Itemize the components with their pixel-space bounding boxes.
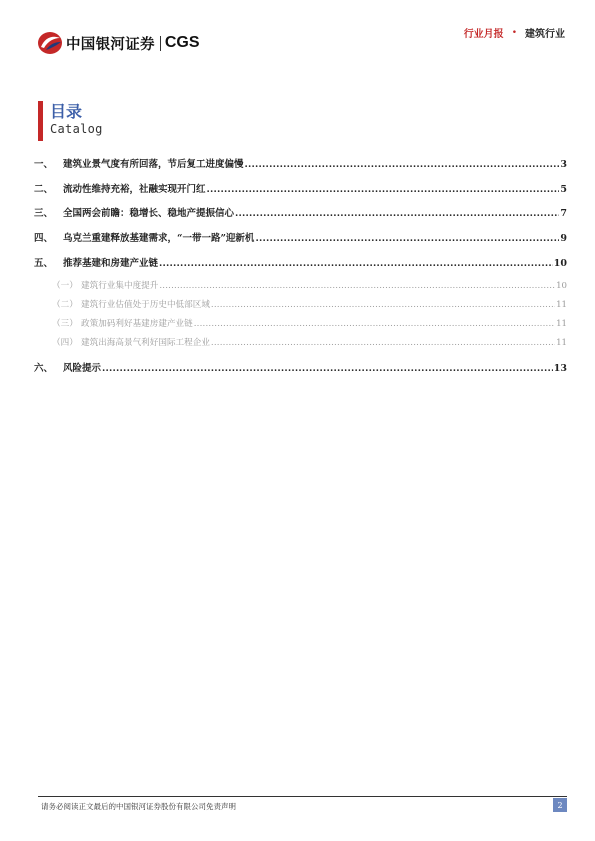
toc-leader-dots: [207, 184, 560, 195]
toc-entry-page: 9: [560, 233, 567, 244]
toc-subentry-title: 建筑出海高景气利好国际工程企业: [81, 338, 210, 348]
toc-entry-number: 五、: [34, 258, 54, 269]
toc-entry-page: 5: [560, 184, 567, 195]
toc-subentry-title: 政策加码利好基建房建产业链: [81, 319, 193, 329]
footer-disclaimer: 请务必阅读正文最后的中国银河证券股份有限公司免责声明: [41, 802, 236, 811]
toc-leader-dots: [211, 299, 555, 310]
toc-leader-dots: [245, 159, 560, 170]
toc-entry-title: 推荐基建和房建产业链: [63, 258, 159, 269]
toc-leader-dots: [102, 363, 553, 374]
industry-name: 建筑行业: [525, 29, 565, 40]
toc-subentry[interactable]: [34, 317, 567, 329]
toc-subentry-page: 11: [556, 338, 567, 348]
toc-subentry-title: 建筑行业估值处于历史中低部区域: [81, 300, 210, 310]
toc-entry-page: 13: [553, 363, 567, 374]
toc-entry-page: 10: [553, 258, 567, 269]
toc-leader-dots: [159, 258, 553, 269]
logo-separator: [160, 36, 161, 51]
toc-entry[interactable]: [34, 181, 567, 195]
toc-entry-title: 建筑业景气度有所回落，节后复工进度偏慢: [63, 159, 244, 170]
toc-entry-title: 流动性维持充裕，社融实现开门红: [63, 184, 206, 195]
company-logo: [37, 31, 199, 55]
toc-subentry-page: 10: [556, 281, 567, 291]
report-type: 行业月报: [463, 29, 504, 40]
toc-entry[interactable]: [34, 230, 567, 244]
toc-subtitle: Catalog: [50, 122, 103, 136]
toc-subentry-number: （二）: [52, 300, 78, 310]
toc-entry-number: 六、: [34, 363, 54, 374]
cgs-logo-icon: [37, 31, 63, 55]
toc-leader-dots: [255, 233, 559, 244]
header-separator: •: [511, 27, 517, 38]
toc-entry-title: 全国两会前瞻：稳增长、稳地产提振信心: [63, 208, 235, 219]
toc-title: 目录: [50, 102, 83, 121]
toc-subentry-title: 建筑行业集中度提升: [81, 281, 159, 291]
logo-english-name: CGS: [164, 34, 200, 51]
toc-subentry-page: 11: [556, 300, 567, 310]
toc-subentry-number: （四）: [52, 338, 78, 348]
toc-accent-bar: [38, 101, 43, 141]
toc-entry-number: 一、: [34, 159, 54, 170]
toc-subentry[interactable]: [34, 336, 567, 348]
toc-subentry-page: 11: [556, 319, 567, 329]
toc-entry-title: 乌克兰重建释放基建需求，“一带一路”迎新机: [63, 233, 255, 244]
toc-entry-number: 三、: [34, 208, 54, 219]
toc-leader-dots: [194, 318, 555, 329]
toc-entry[interactable]: [34, 255, 567, 269]
toc-subentry[interactable]: [34, 298, 567, 310]
toc-entry-page: 3: [560, 159, 567, 170]
toc-subentry[interactable]: [34, 279, 567, 291]
toc-subentry-number: （三）: [52, 319, 78, 329]
toc-entry[interactable]: [34, 156, 567, 170]
page-number: 2: [553, 798, 567, 812]
logo-chinese-name: 中国银河证券: [66, 36, 155, 53]
report-header-info: [464, 25, 565, 40]
toc-entry-page: 7: [560, 208, 567, 219]
toc-entry-title: 风险提示: [63, 363, 102, 374]
toc-leader-dots: [211, 337, 555, 348]
toc-subentry-number: （一）: [52, 281, 78, 291]
toc-entry-number: 四、: [34, 233, 54, 244]
toc-leader-dots: [159, 280, 555, 291]
toc-leader-dots: [235, 208, 559, 219]
toc-entry[interactable]: [34, 360, 567, 374]
footer-divider: [38, 796, 567, 797]
toc-entry[interactable]: [34, 205, 567, 219]
toc-entry-number: 二、: [34, 184, 54, 195]
